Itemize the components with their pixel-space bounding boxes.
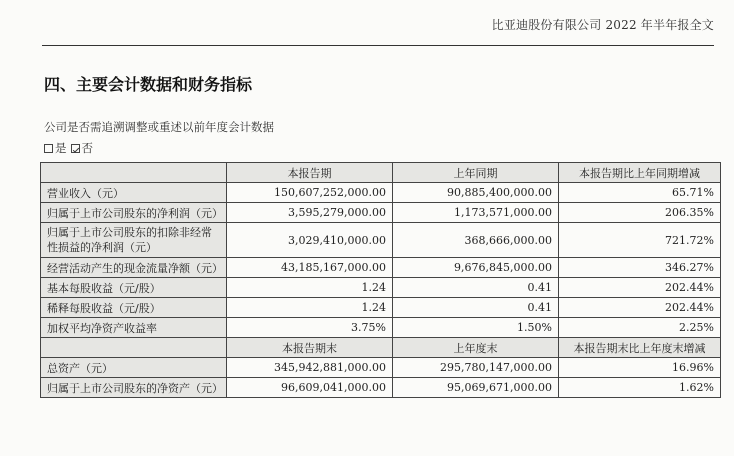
table-header-row: [41, 163, 721, 183]
value-cell: 1.24: [227, 298, 393, 318]
row-label: 经营活动产生的现金流量净额（元）: [41, 258, 227, 278]
value-cell: 3,595,279,000.00: [227, 203, 393, 223]
table-row: [41, 318, 721, 338]
value-cell: 721.72%: [559, 223, 721, 258]
row-label: 归属于上市公司股东的净资产（元）: [41, 378, 227, 398]
value-cell: 1.50%: [393, 318, 559, 338]
value-cell: 368,666,000.00: [393, 223, 559, 258]
row-label: 基本每股收益（元/股）: [41, 278, 227, 298]
value-cell: 43,185,167,000.00: [227, 258, 393, 278]
table-row: [41, 258, 721, 278]
value-cell: 295,780,147,000.00: [393, 358, 559, 378]
value-cell: 16.96%: [559, 358, 721, 378]
header-cell: [41, 163, 227, 183]
checkbox-no-label: 否: [81, 141, 93, 155]
value-cell: 345,942,881,000.00: [227, 358, 393, 378]
table-row: [41, 298, 721, 318]
value-cell: 90,885,400,000.00: [393, 183, 559, 203]
header-cell: 本报告期: [227, 163, 393, 183]
row-label: 归属于上市公司股东的扣除非经常性损益的净利润（元）: [41, 223, 227, 258]
checkbox-yes-label: 是: [55, 141, 67, 155]
value-cell: 202.44%: [559, 298, 721, 318]
value-cell: 1.24: [227, 278, 393, 298]
header-cell: 上年度末: [393, 338, 559, 358]
row-label: 营业收入（元）: [41, 183, 227, 203]
table-row: [41, 183, 721, 203]
value-cell: 150,607,252,000.00: [227, 183, 393, 203]
checked-box-icon: [71, 144, 80, 153]
value-cell: 346.27%: [559, 258, 721, 278]
restatement-question: 公司是否需追溯调整或重述以前年度会计数据: [44, 120, 274, 134]
table-row: [41, 378, 721, 398]
report-header-title: 比亚迪股份有限公司 2022 年半年报全文: [491, 18, 714, 32]
table-row: [41, 203, 721, 223]
value-cell: 3.75%: [227, 318, 393, 338]
value-cell: 206.35%: [559, 203, 721, 223]
value-cell: 95,069,671,000.00: [393, 378, 559, 398]
financial-indicators-table: [40, 162, 721, 398]
header-divider: [42, 45, 714, 46]
value-cell: 2.25%: [559, 318, 721, 338]
value-cell: 1,173,571,000.00: [393, 203, 559, 223]
header-cell: [41, 338, 227, 358]
restatement-answer: [44, 140, 93, 156]
header-cell: 本报告期末比上年度末增减: [559, 338, 721, 358]
value-cell: 0.41: [393, 298, 559, 318]
value-cell: 202.44%: [559, 278, 721, 298]
header-cell: 上年同期: [393, 163, 559, 183]
value-cell: 65.71%: [559, 183, 721, 203]
section-title: 四、主要会计数据和财务指标: [44, 75, 253, 94]
checkbox-no: [71, 140, 94, 156]
table-row: [41, 223, 721, 258]
header-cell: 本报告期比上年同期增减: [559, 163, 721, 183]
checkbox-yes: [44, 140, 67, 156]
table-row: [41, 358, 721, 378]
header-cell: 本报告期末: [227, 338, 393, 358]
value-cell: 96,609,041,000.00: [227, 378, 393, 398]
table-header-row: [41, 338, 721, 358]
value-cell: 0.41: [393, 278, 559, 298]
table-row: [41, 278, 721, 298]
row-label: 加权平均净资产收益率: [41, 318, 227, 338]
row-label: 归属于上市公司股东的净利润（元）: [41, 203, 227, 223]
value-cell: 1.62%: [559, 378, 721, 398]
row-label: 总资产（元）: [41, 358, 227, 378]
row-label: 稀释每股收益（元/股）: [41, 298, 227, 318]
value-cell: 3,029,410,000.00: [227, 223, 393, 258]
value-cell: 9,676,845,000.00: [393, 258, 559, 278]
unchecked-box-icon: [44, 144, 53, 153]
